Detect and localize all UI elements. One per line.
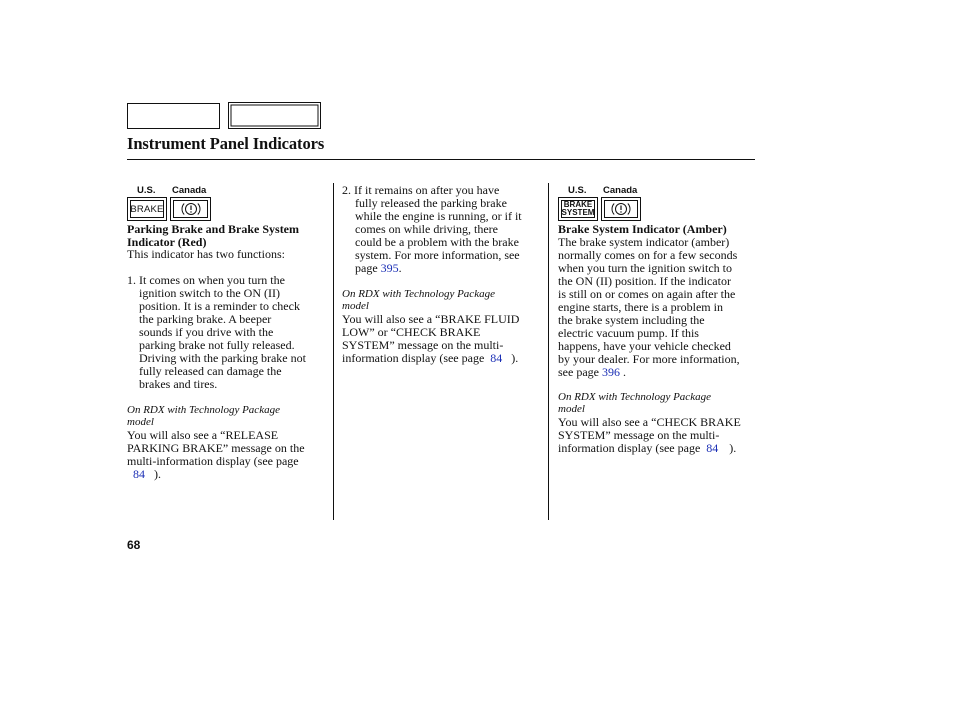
brake-system-amber-heading: Brake System Indicator (Amber) (558, 222, 727, 236)
function-2-item: 2. If it remains on after you have fully released the parking brake while the engine is running, or if it comes on while driving, there could be a problem with the brake system. For more information, see page 395. (342, 183, 522, 275)
model-note: On RDX with Technology Package model (342, 288, 495, 312)
label-us: U.S. (137, 185, 156, 196)
brake-system-indicator-us-icon: BRAKE SYSTEM (558, 197, 598, 221)
page-link-396[interactable]: 396 (601, 365, 620, 379)
brake-indicator-canada-icon (170, 197, 211, 221)
brake-system-amber-body: The brake system indicator (amber) normally comes on for a few seconds when you turn the ignition switch to the ON (II) position. If the indicator is still on or comes on again after the engine starts, there is a problem in the brake system including the electric vacuum pump. If this happens, have your vehicle checked by your dealer. For more information, see page 396 . (558, 235, 740, 379)
label-canada: Canada (603, 185, 638, 196)
brake-indicator-us-icon (127, 197, 167, 221)
function-1-item: 1. It comes on when you turn the ignition switch to the ON (II) position. It is a reminder to check the parking brake. A beeper sounds if you drive with the parking brake not fully released. Driving with the parking brake not fully released can damage the brakes and tires. (127, 273, 306, 391)
circle-exclamation-icon (180, 201, 202, 217)
check-brake-system-paragraph: You will also see a “CHECK BRAKE SYSTEM” message on the multi- information display (see page 84 ). (558, 415, 741, 455)
intro-text: This indicator has two functions: (127, 247, 285, 261)
brake-icon-text: BRAKE (130, 203, 164, 215)
brake-system-indicator-canada-icon (601, 197, 641, 221)
parking-brake-heading: Parking Brake and Brake System Indicator (Red) (127, 222, 300, 249)
page-number: 68 (127, 538, 141, 552)
page-title: Instrument Panel Indicators (127, 134, 325, 153)
page-link-84[interactable]: 84 (133, 467, 145, 481)
column-divider-2 (548, 183, 549, 520)
title-rule (127, 159, 755, 160)
header-tab-box-left (127, 103, 220, 129)
label-canada: Canada (172, 185, 207, 196)
release-parking-brake-paragraph: You will also see a “RELEASE PARKING BRAKE” message on the multi-information display (see page 84 ). (127, 428, 305, 481)
model-note: On RDX with Technology Package model (127, 404, 280, 428)
header-tab-box-right (228, 102, 321, 129)
model-note: On RDX with Technology Package model (558, 391, 711, 415)
circle-exclamation-icon (610, 201, 632, 217)
page-link-395[interactable]: 395 (380, 261, 399, 275)
page-link-84[interactable]: 84 (706, 441, 719, 455)
page-link-84[interactable]: 84 (490, 351, 503, 365)
label-us: U.S. (568, 185, 587, 196)
brake-fluid-low-paragraph: You will also see a “BRAKE FLUID LOW” or “CHECK BRAKE SYSTEM” message on the multi- information display (see page 84 ). (342, 312, 520, 365)
